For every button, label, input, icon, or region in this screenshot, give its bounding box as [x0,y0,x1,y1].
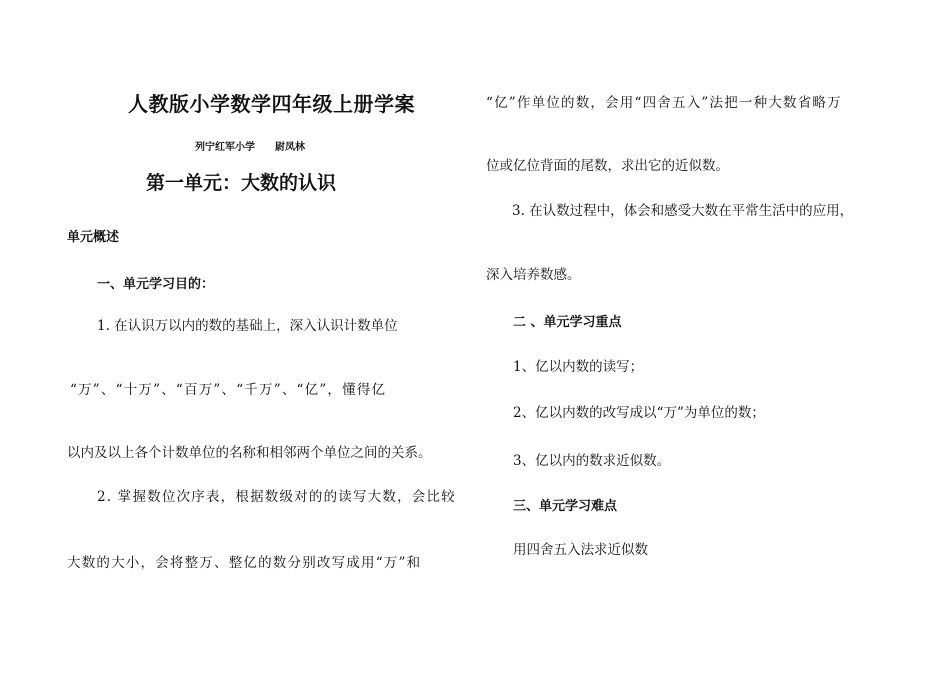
goal3-line2: 深入培养数感。 [486,267,581,283]
goal2-line1: 2. 掌握数位次序表，根据数级对的的读写大数，会比较 [97,489,456,505]
overview-heading: 单元概述 [67,230,120,245]
goal2-line4: 位或亿位背面的尾数，求出它的近似数。 [486,158,729,174]
key-point-1: 1、亿以内数的读写； [513,359,644,375]
goals-heading: 一、单元学习目的： [97,277,215,292]
doc-title: 人教版小学数学四年级上册学案 [128,92,415,116]
key-points-heading: 二 、单元学习重点 [513,315,622,330]
key-point-3: 3、亿以内的数求近似数。 [513,453,671,469]
goal1-line2: “万”、“十万”、“百万”、“千万”、“亿”，懂得亿 [70,382,387,398]
goal1-line1: 1. 在认识万以内的数的基础上，深入认识计数单位 [97,318,398,334]
author-line: 列宁红军小学 尉凤林 [195,142,305,153]
difficulty-heading: 三、单元学习难点 [513,499,618,514]
key-point-2: 2、亿以内数的改写成以“万”为单位的数； [513,405,765,421]
difficulty-point-1: 用四舍五入法求近似数 [513,542,648,558]
goal3-line1: 3. 在认数过程中，体会和感受大数在平常生活中的应用， [512,203,854,219]
unit-title: 第一单元：大数的认识 [146,172,337,194]
goal2-line3: “亿”作单位的数，会用“四舍五入”法把一种大数省略万 [486,95,842,111]
goal1-line3: 以内及以上各个计数单位的名称和相邻两个单位之间的关系。 [67,445,432,461]
goal2-line2: 大数的大小，会将整万、整亿的数分别改写成用“万”和 [67,555,422,571]
